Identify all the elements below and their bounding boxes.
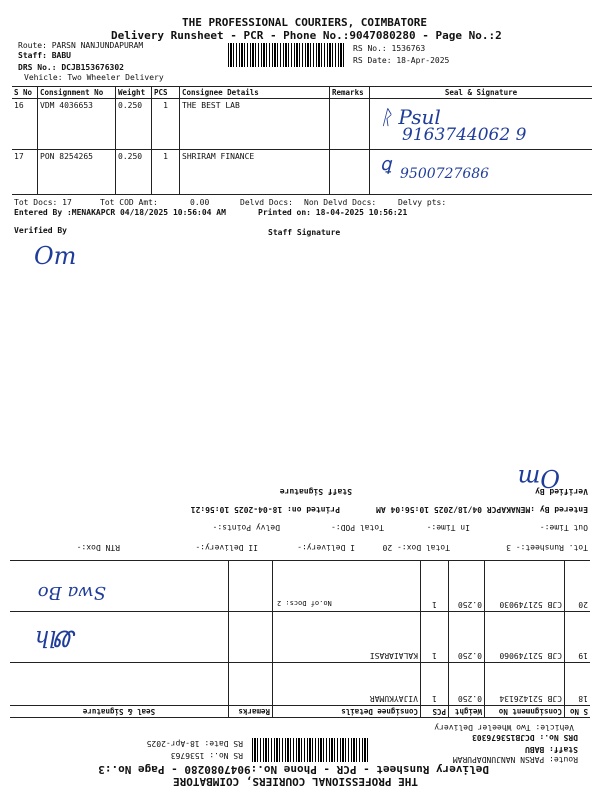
entered-by: Entered By :MENAKAPCR 04/18/2025 10:56:04 AM [14, 208, 226, 217]
sno-cell: 19 [564, 612, 590, 662]
entered-by: Entered By :MENAKAPCR 04/18/2025 10:56:04 AM [376, 505, 588, 514]
handwritten-phone: 9163744062 9 [402, 125, 527, 145]
total-docs: Total Dox:- 20 [382, 543, 450, 552]
details-cell: SHRIRAM FINANCE [180, 150, 330, 194]
out-time: Out Time:- [539, 523, 588, 532]
remarks-cell [228, 612, 272, 662]
handwritten-phone: 9500727686 [400, 166, 490, 182]
in-time: In Time:- [426, 523, 470, 532]
tot-runsheet: Tot. Runsheet:- 3 [506, 543, 588, 552]
tot-cod-label: Tot COD Amt: [100, 198, 158, 207]
table-row [10, 662, 590, 705]
signature-cell [10, 612, 228, 662]
route-text: Route: PARSN NANJUNDAPURAM [18, 41, 144, 50]
drs-text: DRS No.: DCJB153676302 [18, 63, 124, 72]
sno-cell: 16 [12, 99, 38, 149]
header-cell: Weight [116, 87, 152, 98]
verifier-signature: Om [517, 464, 560, 492]
delvy-pts: Delvy pts: [398, 198, 447, 207]
handwritten-signature: Swa Bo [37, 582, 106, 603]
rs-no: RS No.: 1536763 [353, 44, 426, 53]
header-cell: Consignee Details [272, 706, 420, 717]
staff-signature-label: Staff Signature [279, 487, 352, 496]
header-cell: Remarks [330, 87, 370, 98]
printed-on: Printed on: 18-04-2025 10:56:21 [190, 505, 340, 514]
vehicle-text: Vehicle: Two Wheeler Delivery [24, 73, 164, 82]
sno-cell: 18 [564, 663, 590, 705]
ii-delivery: II Delivery:- [195, 543, 258, 552]
sno-cell: 17 [12, 150, 38, 194]
rs-no: RS No.: 1536763 [170, 751, 243, 760]
staff-text: Staff: BABU [525, 745, 578, 754]
table-row [10, 611, 590, 662]
delvd-docs: Delvd Docs: [240, 198, 293, 207]
header-cell: Weight [448, 706, 484, 717]
i-delivery: I Delivery:- [297, 543, 355, 552]
table-row [10, 560, 590, 611]
weight-cell: 0.250 [116, 99, 152, 149]
header-cell: Seal & Signature [82, 707, 156, 716]
consignment-cell: CJB 521749030 [484, 561, 564, 611]
remarks-cell [228, 663, 272, 705]
non-delvd-docs: Non Delvd Docs: [304, 198, 377, 207]
handwritten-signature: ᚱ Psul [380, 105, 441, 129]
details-cell: KALAIARASI [272, 612, 420, 662]
pcs-cell: 1 [420, 561, 448, 611]
consignment-cell: CJB 521426134 [484, 663, 564, 705]
company-title: THE PROFESSIONAL COURIERS, COIMBATORE [182, 16, 428, 29]
delvy-points: Delvy Points:- [212, 523, 280, 532]
pcs-cell: 1 [420, 663, 448, 705]
header-cell: Remarks [228, 706, 272, 717]
docs-note: No.of Docs: 2 [277, 599, 332, 607]
header-cell: Consignee Details [180, 87, 330, 98]
tot-docs: Tot Docs: 17 [14, 198, 72, 207]
rs-date: RS Date: 18-Apr-2025 [146, 739, 243, 748]
sno-cell: 20 [564, 561, 590, 611]
verified-by: Verified By [14, 226, 67, 235]
remarks-cell [228, 561, 272, 611]
drs-text: DRS No.: DCJB153676303 [472, 733, 578, 742]
handwritten-signature: ꝗ [380, 154, 392, 175]
pcs-cell: 1 [152, 99, 180, 149]
printed-on: Printed on: 18-04-2025 10:56:21 [258, 208, 408, 217]
verified-by: Verified By [535, 487, 588, 496]
header-cell: Seal & Signature [444, 88, 518, 97]
weight-cell: 0.250 [116, 150, 152, 194]
rs-date: RS Date: 18-Apr-2025 [353, 56, 450, 65]
consignment-cell: VDM 4036653 [38, 99, 116, 149]
route-text: Route: PARSN NANJUNDAPURAM [452, 755, 578, 764]
consignment-cell: PON 8254265 [38, 150, 116, 194]
header-cell: PCS [420, 706, 448, 717]
pcs-cell: 1 [420, 612, 448, 662]
signature-cell [10, 663, 228, 705]
pcs-cell: 1 [152, 150, 180, 194]
barcode-image [250, 738, 368, 762]
staff-text: Staff: BABU [18, 51, 71, 60]
verifier-signature: Om [34, 242, 77, 270]
weight-cell: 0.250 [448, 561, 484, 611]
tot-cod-value: 0.00 [190, 198, 210, 207]
details-cell: THE BEST LAB [180, 99, 330, 149]
header-cell: Consignment No [484, 706, 564, 717]
header-cell: Consignment No [38, 87, 116, 98]
header-cell: PCS [152, 87, 180, 98]
total-pod: Total POD:- [331, 523, 384, 532]
details-cell [272, 561, 420, 611]
runsheet-title: Delivery Runsheet - PCR - Phone No.:9047080280 - Page No.:2 [111, 29, 502, 42]
signature-cell [10, 561, 228, 611]
weight-cell: 0.250 [448, 663, 484, 705]
vehicle-text: Vehicle: Two Wheeler Delivery [434, 723, 574, 732]
header-cell: S No [564, 706, 590, 717]
staff-signature-label: Staff Signature [268, 228, 341, 237]
rtn-dox: RTN Dox:- [76, 543, 120, 552]
consignment-cell: CJB 521749060 [484, 612, 564, 662]
header-cell: S No [12, 87, 38, 98]
weight-cell: 0.250 [448, 612, 484, 662]
runsheet-title: Delivery Runsheet - PCR - Phone No.:9047080280 - Page No.:3 [98, 763, 489, 776]
details-cell: VIJAYKUMAR [272, 663, 420, 705]
consignment-table [10, 560, 590, 718]
handwritten-signature: Ꮺlh [34, 625, 76, 650]
table-header [10, 705, 590, 718]
company-title: THE PROFESSIONAL COURIERS, COIMBATORE [172, 775, 418, 788]
